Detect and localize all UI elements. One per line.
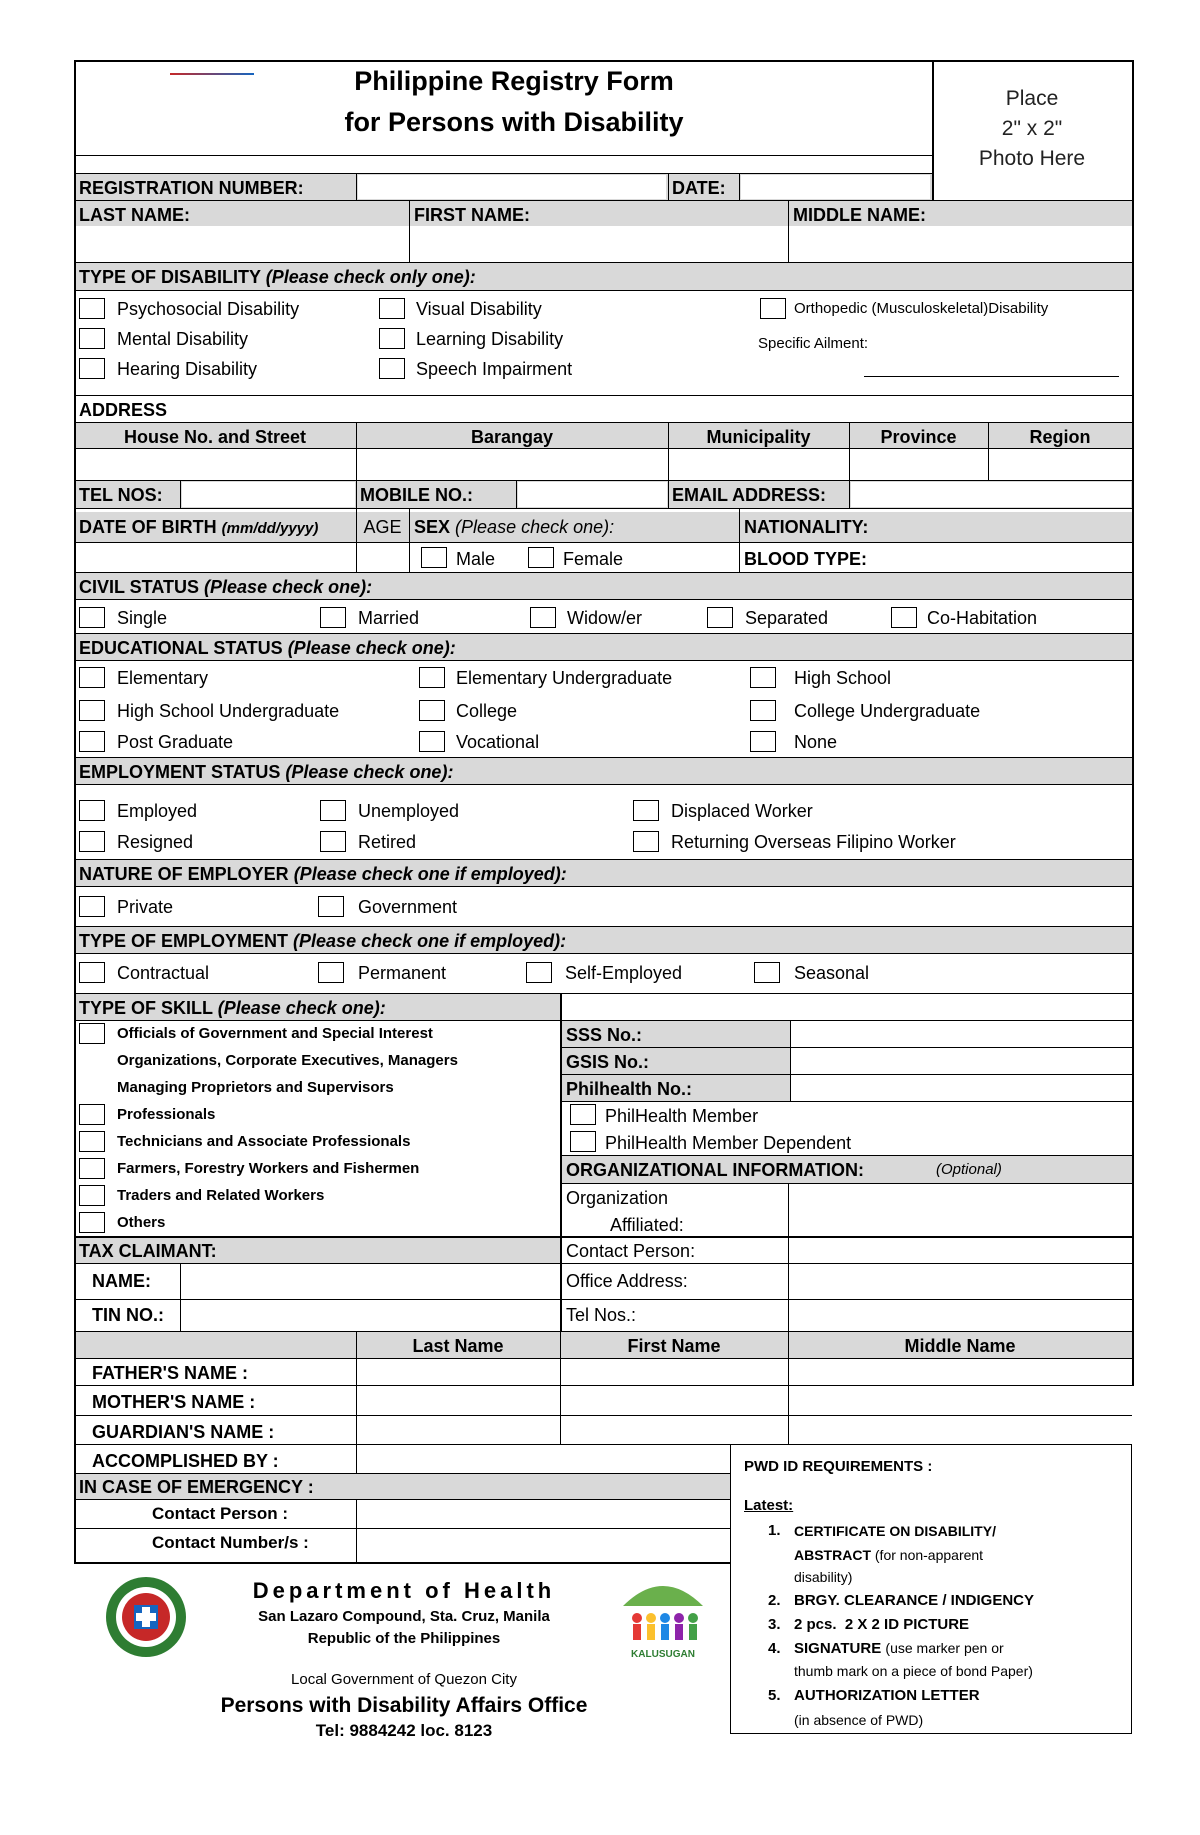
father-last-field[interactable] bbox=[358, 1360, 558, 1384]
civil-heading: CIVIL STATUS bbox=[79, 577, 200, 597]
footer-republic: Republic of the Philippines bbox=[307, 1630, 501, 1647]
req-number-4: 4. bbox=[768, 1640, 781, 1657]
option-returning-ofw: Returning Overseas Filipino Worker bbox=[671, 832, 956, 852]
option-skill-farmers: Farmers, Forestry Workers and Fishermen bbox=[117, 1160, 420, 1177]
tel-label: TEL NOS: bbox=[79, 485, 163, 505]
header-decoration bbox=[170, 73, 254, 75]
checkbox-male[interactable] bbox=[421, 547, 447, 568]
checkbox-elementary[interactable] bbox=[79, 667, 105, 688]
guardian-middle-field[interactable] bbox=[790, 1417, 1131, 1443]
middle-name-label: MIDDLE NAME: bbox=[793, 205, 926, 225]
tax-heading: TAX CLAIMANT: bbox=[79, 1241, 217, 1261]
tel-field[interactable] bbox=[182, 482, 355, 507]
blood-type-label: BLOOD TYPE: bbox=[744, 549, 868, 569]
option-ph-member: PhilHealth Member bbox=[605, 1106, 759, 1126]
email-label: EMAIL ADDRESS: bbox=[672, 485, 827, 505]
sex-label: SEX bbox=[414, 517, 451, 537]
option-unemployed: Unemployed bbox=[358, 801, 460, 821]
doh-seal-logo bbox=[104, 1575, 188, 1659]
option-none: None bbox=[794, 732, 838, 752]
option-female: Female bbox=[563, 549, 624, 569]
date-label: DATE: bbox=[672, 178, 726, 198]
option-skill-traders: Traders and Related Workers bbox=[117, 1187, 325, 1204]
email-field[interactable] bbox=[851, 482, 1131, 507]
middle-name-field[interactable] bbox=[790, 227, 1131, 261]
option-psychosocial: Psychosocial Disability bbox=[117, 299, 300, 319]
org-tel-field[interactable] bbox=[790, 1301, 1131, 1330]
photo-placeholder-line1: Place bbox=[1005, 87, 1059, 110]
footer-tel: Tel: 9884242 loc. 8123 bbox=[315, 1721, 493, 1740]
age-field[interactable] bbox=[358, 544, 408, 571]
last-name-field[interactable] bbox=[76, 227, 408, 261]
house-street-field[interactable] bbox=[76, 450, 355, 479]
kalusugan-logo bbox=[617, 1572, 709, 1664]
option-skill-organizations: Organizations, Corporate Executives, Managers bbox=[117, 1052, 458, 1069]
philhealth-field[interactable] bbox=[792, 1076, 1131, 1100]
org-heading: ORGANIZATIONAL INFORMATION: bbox=[566, 1160, 864, 1180]
date-field[interactable] bbox=[741, 175, 930, 199]
photo-placeholder-line3: Photo Here bbox=[978, 147, 1086, 170]
sex-note: (Please check one): bbox=[455, 517, 615, 537]
checkbox-skill-technicians[interactable] bbox=[79, 1131, 105, 1152]
req-item4-a: SIGNATURE bbox=[794, 1640, 882, 1657]
org-office-address-field[interactable] bbox=[790, 1265, 1131, 1298]
emergency-contact-person-field[interactable] bbox=[358, 1501, 728, 1527]
req-item1-a: CERTIFICATE ON DISABILITY/ bbox=[794, 1523, 996, 1539]
option-single: Single bbox=[117, 608, 168, 628]
req-item2: BRGY. CLEARANCE / INDIGENCY bbox=[794, 1592, 1035, 1609]
mobile-field[interactable] bbox=[518, 482, 667, 507]
checkbox-skill-professionals[interactable] bbox=[79, 1104, 105, 1125]
org-contact-person-label: Contact Person: bbox=[566, 1241, 696, 1261]
emptype-heading: TYPE OF EMPLOYMENT bbox=[79, 931, 289, 951]
checkbox-postgrad[interactable] bbox=[79, 731, 105, 752]
emergency-heading: IN CASE OF EMERGENCY : bbox=[79, 1477, 314, 1497]
father-label: FATHER'S NAME : bbox=[92, 1363, 248, 1383]
req-item5-note: (in absence of PWD) bbox=[794, 1712, 924, 1728]
checkbox-skill-farmers[interactable] bbox=[79, 1158, 105, 1179]
age-label: AGE bbox=[363, 517, 402, 537]
checkbox-private[interactable] bbox=[79, 896, 105, 917]
mother-first-field[interactable] bbox=[562, 1387, 786, 1414]
last-name-label: LAST NAME: bbox=[79, 205, 190, 225]
sss-field[interactable] bbox=[792, 1022, 1131, 1046]
option-elem-undergrad: Elementary Undergraduate bbox=[456, 668, 673, 688]
accomplished-by-label: ACCOMPLISHED BY : bbox=[92, 1451, 279, 1471]
kalusugan-logo-text: KALUSUGAN bbox=[631, 1649, 695, 1660]
checkbox-hearing[interactable] bbox=[79, 358, 105, 379]
registry-form bbox=[74, 60, 1132, 1740]
req-item1-b: ABSTRACT bbox=[794, 1547, 871, 1563]
option-skill-managing: Managing Proprietors and Supervisors bbox=[117, 1079, 394, 1096]
req-item5: AUTHORIZATION LETTER bbox=[794, 1687, 980, 1704]
option-hearing: Hearing Disability bbox=[117, 359, 258, 379]
nationality-label: NATIONALITY: bbox=[744, 517, 869, 537]
photo-placeholder-line2: 2" x 2" bbox=[1001, 117, 1063, 140]
org-affiliated-label: Affiliated: bbox=[610, 1215, 684, 1235]
barangay-field[interactable] bbox=[358, 450, 667, 479]
first-name-label: FIRST NAME: bbox=[414, 205, 530, 225]
option-separated: Separated bbox=[745, 608, 829, 628]
checkbox-none[interactable] bbox=[750, 731, 776, 752]
checkbox-vocational[interactable] bbox=[419, 731, 445, 752]
row-bg-name bbox=[74, 200, 1132, 226]
checkbox-single[interactable] bbox=[79, 607, 105, 628]
mother-last-field[interactable] bbox=[358, 1387, 558, 1414]
checkbox-skill-officials[interactable] bbox=[79, 1023, 105, 1044]
footer-office: Persons with Disability Affairs Office bbox=[220, 1694, 588, 1717]
checkbox-returning-ofw[interactable] bbox=[633, 831, 659, 852]
checkbox-separated[interactable] bbox=[707, 607, 733, 628]
col-barangay: Barangay bbox=[470, 427, 554, 447]
form-title-line2: for Persons with Disability bbox=[344, 107, 684, 137]
org-organization-label: Organization bbox=[566, 1188, 669, 1208]
emptype-note: (Please check one if employed): bbox=[293, 931, 567, 951]
option-hs-undergrad: High School Undergraduate bbox=[117, 701, 340, 721]
education-heading: EDUCATIONAL STATUS bbox=[79, 638, 283, 658]
address-heading: ADDRESS bbox=[79, 400, 168, 420]
checkbox-highschool[interactable] bbox=[750, 667, 776, 688]
option-displaced: Displaced Worker bbox=[671, 801, 813, 821]
checkbox-seasonal[interactable] bbox=[754, 962, 780, 983]
requirements-latest: Latest: bbox=[744, 1497, 794, 1514]
emergency-contact-number-label: Contact Number/s : bbox=[152, 1533, 309, 1552]
checkbox-ph-member[interactable] bbox=[570, 1104, 596, 1125]
col-province: Province bbox=[880, 427, 957, 447]
family-col-first: First Name bbox=[627, 1336, 721, 1356]
option-skill-officials: Officials of Government and Special Interest bbox=[117, 1025, 433, 1042]
tax-name-field[interactable] bbox=[182, 1265, 559, 1298]
registration-number-label: REGISTRATION NUMBER: bbox=[79, 178, 304, 198]
checkbox-psychosocial[interactable] bbox=[79, 298, 105, 319]
family-col-middle: Middle Name bbox=[904, 1336, 1016, 1356]
mobile-label: MOBILE NO.: bbox=[360, 485, 473, 505]
option-orthopedic: Orthopedic (Musculoskeletal)Disability bbox=[794, 300, 1049, 317]
checkbox-hs-undergrad[interactable] bbox=[79, 700, 105, 721]
option-college: College bbox=[456, 701, 518, 721]
option-self-employed: Self-Employed bbox=[565, 963, 683, 983]
option-employed: Employed bbox=[117, 801, 198, 821]
option-seasonal: Seasonal bbox=[794, 963, 870, 983]
checkbox-female[interactable] bbox=[528, 547, 554, 568]
option-vocational: Vocational bbox=[456, 732, 540, 752]
req-number-1: 1. bbox=[768, 1522, 781, 1539]
option-highschool: High School bbox=[794, 668, 892, 688]
emergency-contact-person-label: Contact Person : bbox=[152, 1504, 289, 1523]
req-item4-c: thumb mark on a piece of bond Paper) bbox=[794, 1663, 1033, 1679]
option-visual: Visual Disability bbox=[416, 299, 542, 319]
checkbox-government[interactable] bbox=[318, 896, 344, 917]
req-number-5: 5. bbox=[768, 1687, 781, 1704]
municipality-field[interactable] bbox=[670, 450, 848, 479]
col-municipality: Municipality bbox=[706, 427, 811, 447]
footer-dept: Department of Health bbox=[252, 1578, 556, 1603]
footer-lgu: Local Government of Quezon City bbox=[291, 1671, 517, 1688]
philhealth-label: Philhealth No.: bbox=[566, 1079, 692, 1099]
dob-field[interactable] bbox=[76, 544, 355, 571]
specific-ailment-label: Specific Ailment: bbox=[758, 335, 869, 352]
guardian-label: GUARDIAN'S NAME : bbox=[92, 1422, 275, 1442]
region-field[interactable] bbox=[990, 450, 1131, 479]
guardian-first-field[interactable] bbox=[562, 1417, 786, 1443]
checkbox-skill-others[interactable] bbox=[79, 1212, 105, 1233]
employer-note: (Please check one if employed): bbox=[293, 864, 567, 884]
father-middle-field[interactable] bbox=[790, 1360, 1131, 1384]
option-retired: Retired bbox=[358, 832, 417, 852]
checkbox-unemployed[interactable] bbox=[320, 800, 346, 821]
checkbox-permanent[interactable] bbox=[318, 962, 344, 983]
req-number-3: 3. bbox=[768, 1616, 781, 1633]
family-col-last: Last Name bbox=[412, 1336, 504, 1356]
checkbox-visual[interactable] bbox=[379, 298, 405, 319]
option-speech: Speech Impairment bbox=[416, 359, 573, 379]
employer-heading: NATURE OF EMPLOYER bbox=[79, 864, 289, 884]
checkbox-self-employed[interactable] bbox=[526, 962, 552, 983]
requirements-heading: PWD ID REQUIREMENTS : bbox=[744, 1458, 933, 1475]
emergency-contact-number-field[interactable] bbox=[358, 1530, 728, 1560]
first-name-field[interactable] bbox=[411, 227, 787, 261]
option-resigned: Resigned bbox=[117, 832, 194, 852]
org-optional: (Optional) bbox=[936, 1161, 1002, 1178]
option-college-undergrad: College Undergraduate bbox=[794, 701, 981, 721]
checkbox-ph-dependent[interactable] bbox=[570, 1131, 596, 1152]
civil-note: (Please check one): bbox=[204, 577, 373, 597]
province-field[interactable] bbox=[851, 450, 987, 479]
tax-name-label: NAME: bbox=[92, 1271, 151, 1291]
tin-field[interactable] bbox=[182, 1301, 559, 1330]
disability-note: (Please check only one): bbox=[265, 267, 476, 287]
checkbox-cohabitation[interactable] bbox=[891, 607, 917, 628]
checkbox-resigned[interactable] bbox=[79, 831, 105, 852]
checkbox-married[interactable] bbox=[320, 607, 346, 628]
education-note: (Please check one): bbox=[287, 638, 456, 658]
registration-number-field[interactable] bbox=[358, 175, 666, 199]
tin-label: TIN NO.: bbox=[92, 1305, 164, 1325]
req-item4-b: (use marker pen or bbox=[885, 1640, 1004, 1656]
col-region: Region bbox=[1029, 427, 1091, 447]
option-skill-professionals: Professionals bbox=[117, 1106, 216, 1123]
option-postgrad: Post Graduate bbox=[117, 732, 234, 752]
dob-label: DATE OF BIRTH bbox=[79, 517, 217, 537]
employment-note: (Please check one): bbox=[285, 762, 454, 782]
org-office-address-label: Office Address: bbox=[566, 1271, 688, 1291]
specific-ailment-line[interactable] bbox=[864, 376, 1119, 377]
option-widower: Widow/er bbox=[567, 608, 643, 628]
org-affiliated-field[interactable] bbox=[790, 1185, 1131, 1235]
skill-note: (Please check one): bbox=[217, 998, 386, 1018]
checkbox-learning[interactable] bbox=[379, 328, 405, 349]
dob-note: (mm/dd/yyyy) bbox=[221, 520, 319, 537]
mother-middle-field[interactable] bbox=[790, 1387, 1131, 1414]
option-married: Married bbox=[358, 608, 420, 628]
option-contractual: Contractual bbox=[117, 963, 210, 983]
option-male: Male bbox=[456, 549, 496, 569]
option-government: Government bbox=[358, 897, 458, 917]
option-permanent: Permanent bbox=[358, 963, 447, 983]
checkbox-speech[interactable] bbox=[379, 358, 405, 379]
checkbox-displaced[interactable] bbox=[633, 800, 659, 821]
option-ph-dependent: PhilHealth Member Dependent bbox=[605, 1133, 852, 1153]
skill-heading: TYPE OF SKILL bbox=[79, 998, 213, 1018]
checkbox-employed[interactable] bbox=[79, 800, 105, 821]
req-item1-d: disability) bbox=[794, 1569, 853, 1585]
sss-label: SSS No.: bbox=[566, 1025, 643, 1045]
employment-heading: EMPLOYMENT STATUS bbox=[79, 762, 281, 782]
req-item1-c: (for non-apparent bbox=[874, 1547, 984, 1563]
checkbox-elem-undergrad[interactable] bbox=[419, 667, 445, 688]
option-learning: Learning Disability bbox=[416, 329, 564, 349]
req-number-2: 2. bbox=[768, 1592, 781, 1609]
gsis-label: GSIS No.: bbox=[566, 1052, 650, 1072]
checkbox-retired[interactable] bbox=[320, 831, 346, 852]
org-tel-label: Tel Nos.: bbox=[566, 1305, 637, 1325]
checkbox-contractual[interactable] bbox=[79, 962, 105, 983]
guardian-last-field[interactable] bbox=[358, 1417, 558, 1443]
form-title-line1: Philippine Registry Form bbox=[354, 66, 674, 96]
req-item3: 2 pcs. 2 X 2 ID PICTURE bbox=[794, 1616, 970, 1633]
checkbox-skill-traders[interactable] bbox=[79, 1185, 105, 1206]
option-private: Private bbox=[117, 897, 174, 917]
checkbox-college-undergrad[interactable] bbox=[750, 700, 776, 721]
accomplished-by-field[interactable] bbox=[358, 1446, 728, 1472]
checkbox-orthopedic[interactable] bbox=[760, 298, 786, 319]
father-first-field[interactable] bbox=[562, 1360, 786, 1384]
checkbox-mental[interactable] bbox=[79, 328, 105, 349]
checkbox-widower[interactable] bbox=[530, 607, 556, 628]
option-skill-others: Others bbox=[117, 1214, 166, 1231]
checkbox-college[interactable] bbox=[419, 700, 445, 721]
gsis-field[interactable] bbox=[792, 1049, 1131, 1073]
col-house-street: House No. and Street bbox=[123, 427, 307, 447]
option-mental: Mental Disability bbox=[117, 329, 249, 349]
option-elementary: Elementary bbox=[117, 668, 209, 688]
footer-address: San Lazaro Compound, Sta. Cruz, Manila bbox=[258, 1608, 550, 1625]
mother-label: MOTHER'S NAME : bbox=[92, 1392, 256, 1412]
disability-heading: TYPE OF DISABILITY bbox=[79, 267, 261, 287]
org-contact-person-field[interactable] bbox=[790, 1238, 1131, 1262]
option-cohabitation: Co-Habitation bbox=[927, 608, 1038, 628]
option-skill-technicians: Technicians and Associate Professionals bbox=[117, 1133, 411, 1150]
